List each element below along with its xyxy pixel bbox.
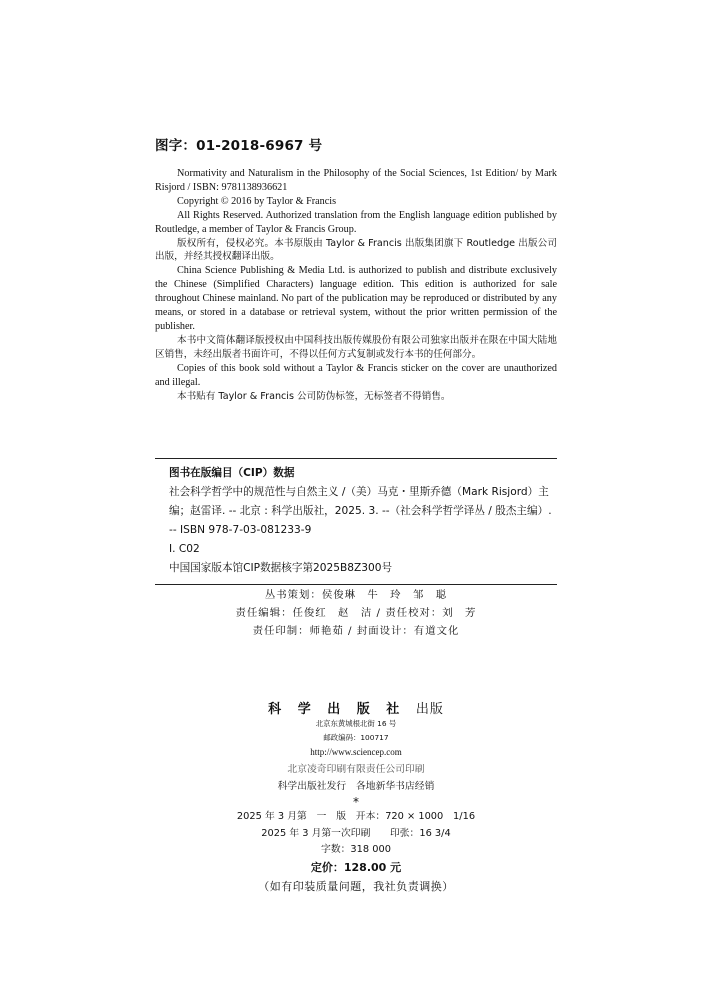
cip-record-number: 中国国家版本馆CIP数据核字第2025B8Z300号: [169, 562, 393, 574]
separator-star: *: [353, 795, 359, 809]
publisher-address: 北京东黄城根北街 16 号: [315, 719, 397, 728]
cip-classification: Ⅰ. C02: [169, 543, 200, 555]
authorization-statement-en: China Science Publishing & Media Ltd. is authorized to publish and distribute exclusively the Chinese (Simplified Characters) language edition. This edition is authorized for sale throughout Chinese mainland. No part of the publication may be reproduced or distributed by any means, or stored in a database or retrieval system, without the prior written permission of the publisher.: [155, 265, 557, 332]
cip-data-block: [155, 458, 557, 585]
quality-notice: （如有印装质量问题，我社负责调换）: [258, 879, 454, 893]
publisher-name: [155, 698, 557, 717]
copyright-line: Copyright © 2016 by Taylor & Francis: [177, 195, 337, 207]
rights-statement-cn: 版权所有，侵权必究。本书原版由 Taylor & Francis 出版集团旗下 Routledge 出版公司出版，并经其授权翻译出版。: [155, 237, 557, 263]
publisher-name-text: 科 学 出 版 社: [268, 702, 406, 717]
original-edition-info: Normativity and Naturalism in the Philosophy of the Social Sciences, 1st Edition/ by Mark Risjord / ISBN: 9781138936621: [155, 168, 557, 193]
publisher-postcode: 邮政编码：100717: [323, 733, 389, 742]
authorization-statement-cn: 本书中文简体翻译版授权由中国科技出版传媒股份有限公司独家出版并在限在中国大陆地区销售，未经出版者书面许可，不得以任何方式复制或发行本书的任何部分。: [155, 334, 557, 360]
copyright-block: [155, 167, 557, 403]
cip-body: 社会科学哲学中的规范性与自然主义 /（美）马克・里斯乔德（Mark Risjord）主编；赵雷译. -- 北京 : 科学出版社，2025. 3. --（社会科学哲学译丛 / 殷杰主编）. -- ISBN 978-7-03-081233-9: [169, 486, 552, 536]
sticker-notice-cn: 本书贴有 Taylor & Francis 公司防伪标签，无标签者不得销售。: [177, 390, 451, 402]
sticker-notice-en: Copies of this book sold without a Taylor & Francis sticker on the cover are unauthorized and illegal.: [155, 362, 557, 388]
cip-title: 图书在版编目（CIP）数据: [169, 467, 295, 479]
printing-info: 2025 年 3 月第一次印刷 印张：16 3/4: [261, 827, 451, 839]
distribution: 科学出版社发行 各地新华书店经销: [277, 780, 435, 792]
publisher-name-suffix: 出版: [415, 702, 444, 717]
colophon: [155, 762, 557, 897]
publisher-block: [155, 698, 557, 759]
publisher-url: http://www.sciencep.com: [310, 747, 402, 757]
edition-info: 2025 年 3 月第 一 版 开本：720 × 1000 1/16: [236, 811, 476, 822]
registration-number: 图字：01-2018-6967 号: [155, 138, 323, 154]
price: 定价：128.00 元: [310, 860, 402, 874]
editorial-staff: [155, 586, 557, 640]
rights-statement-en: All Rights Reserved. Authorized translation from the English language edition published by Routledge, a member of Taylor & Francis Group.: [155, 209, 557, 235]
series-planning: 丛书策划：侯俊琳 牛 玲 邹 聪: [264, 589, 448, 601]
production-design: 责任印制：师艳茹 / 封面设计：有道文化: [252, 625, 460, 637]
word-count: 字数：318 000: [321, 844, 391, 855]
printer: 北京凌奇印刷有限责任公司印刷: [287, 764, 425, 775]
editors: 责任编辑：任俊红 赵 洁 / 责任校对：刘 芳: [235, 607, 477, 619]
